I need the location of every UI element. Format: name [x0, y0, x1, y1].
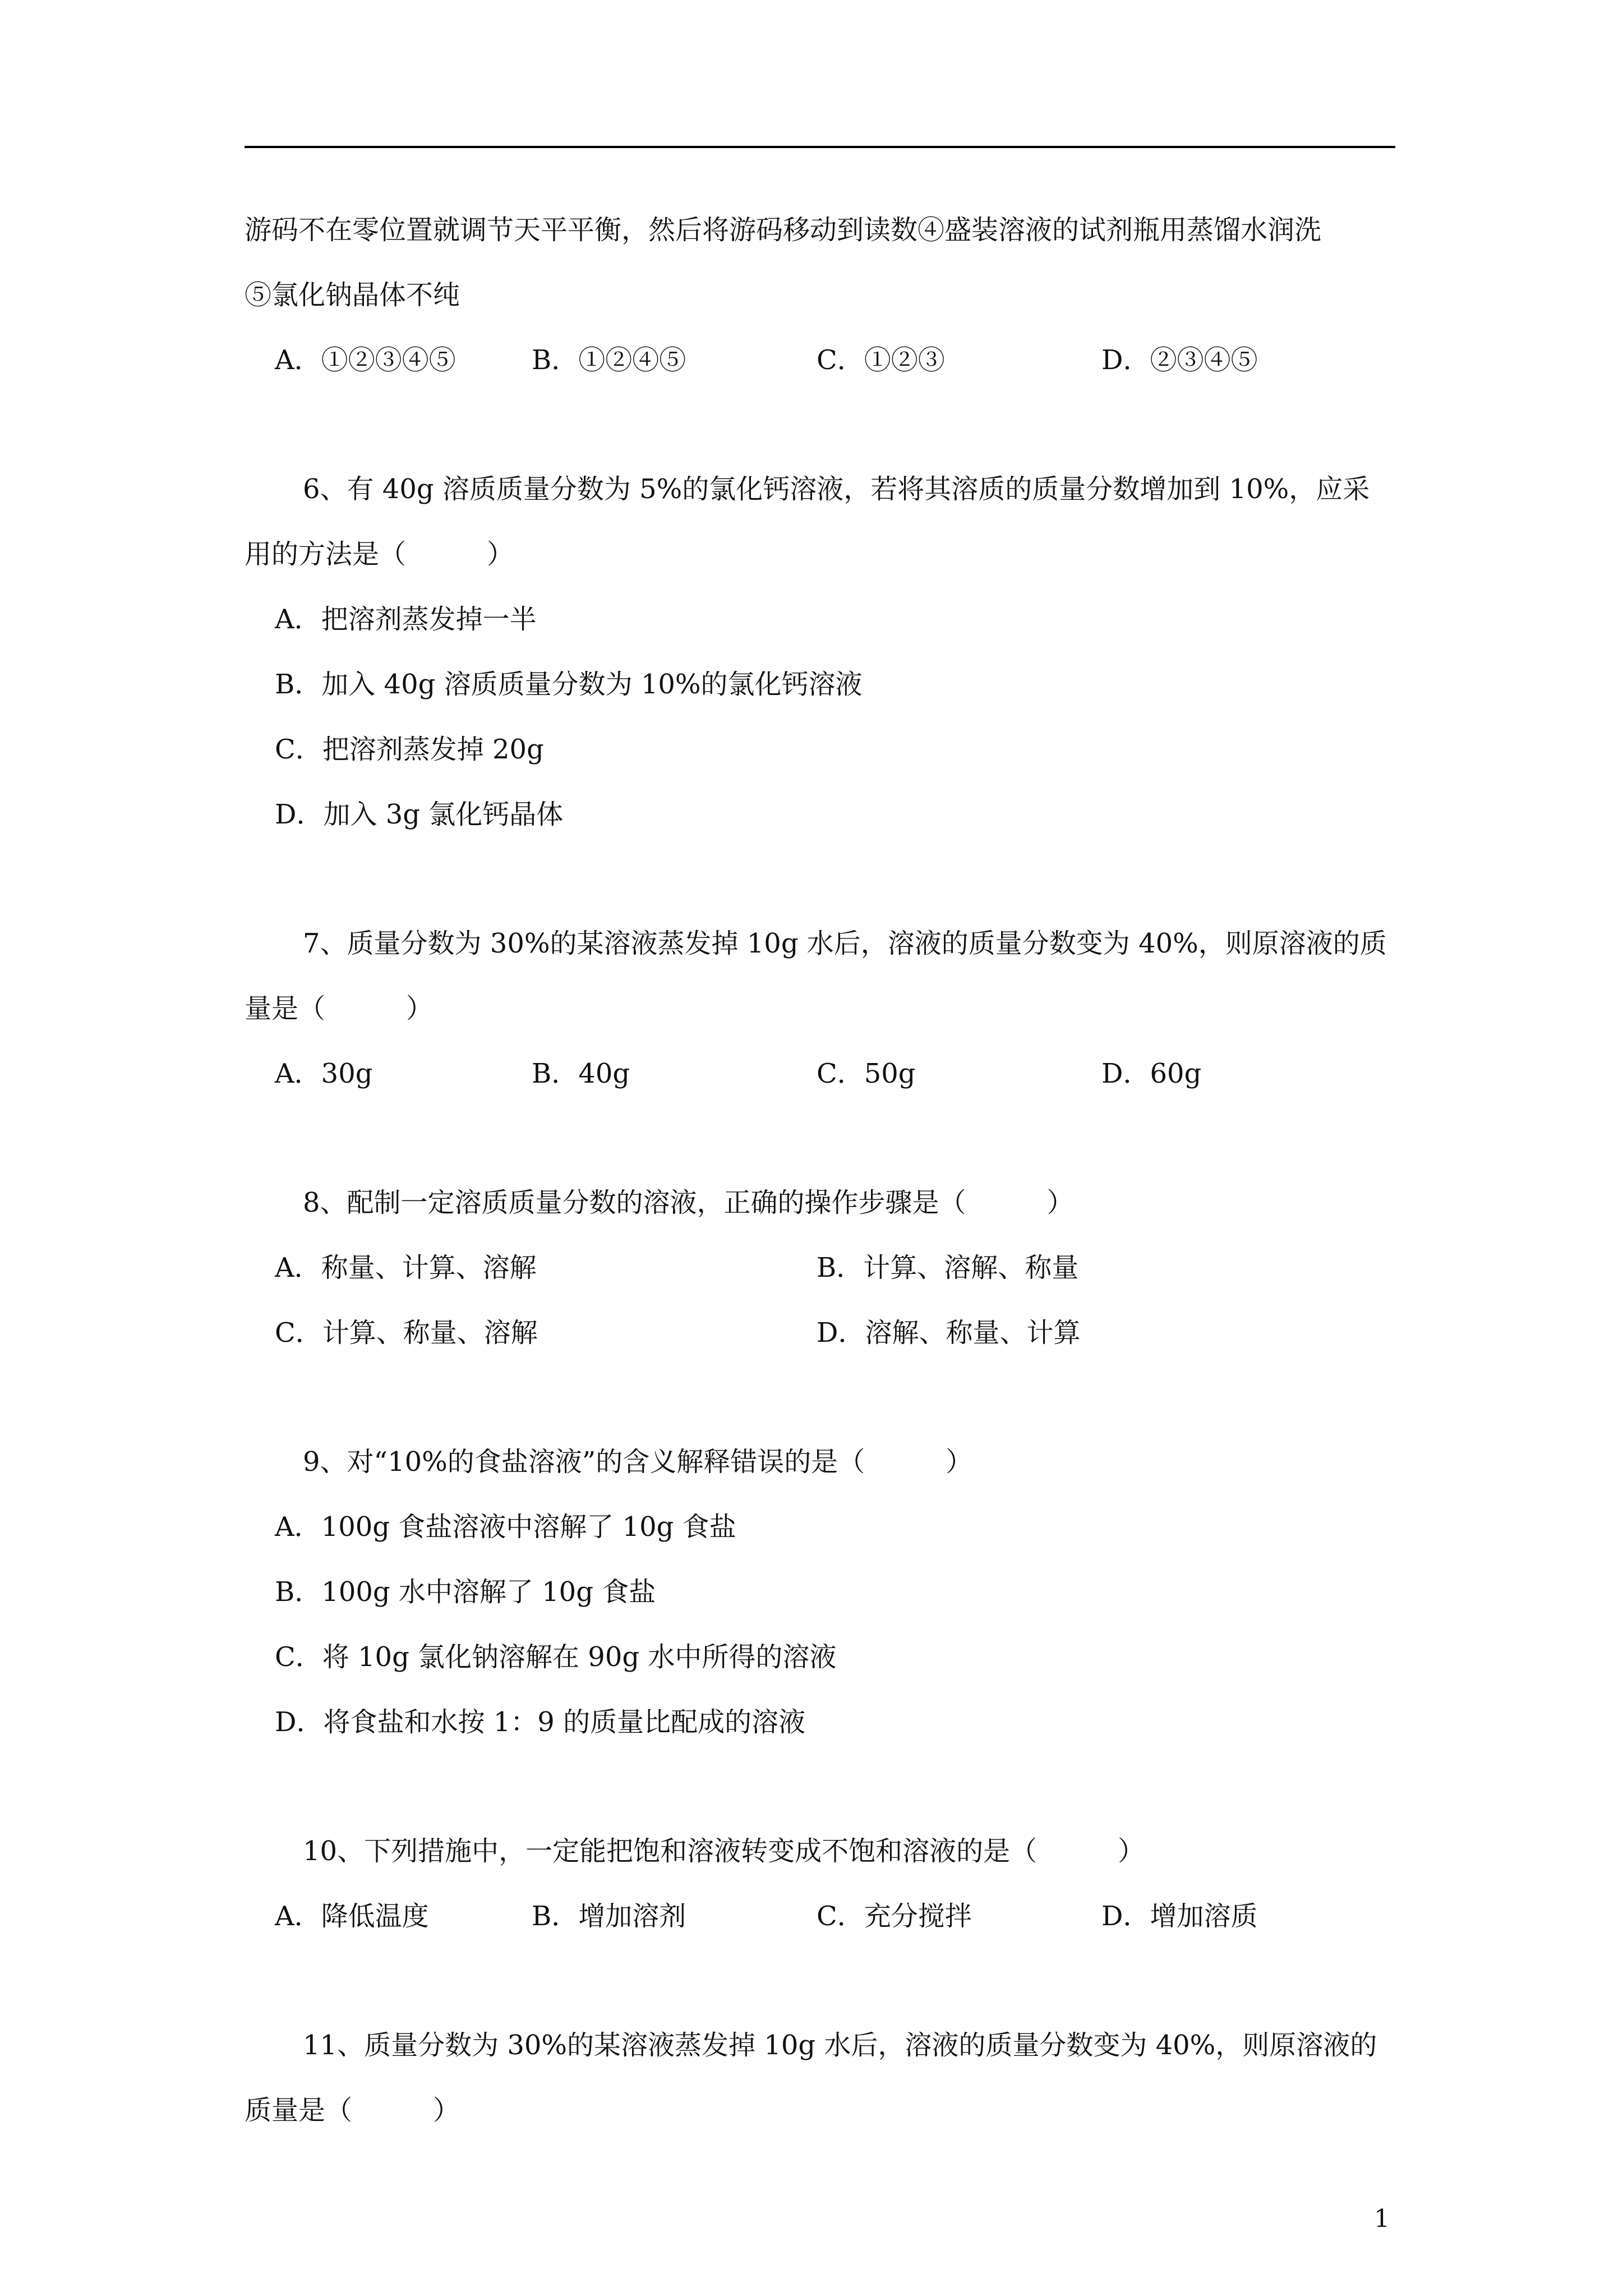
q7-option-a: A．30g: [275, 1058, 373, 1089]
q6-stem-line-1: 6、有 40g 溶质质量分数为 5%的氯化钙溶液，若将其溶质的质量分数增加到 10%，应采: [303, 473, 1370, 505]
page-number: 1: [1374, 2205, 1390, 2233]
q7-option-d: D．60g: [1101, 1058, 1202, 1089]
q5-option-b: B．①②④⑤: [532, 344, 686, 376]
q6-option-b: B．加入 40g 溶质质量分数为 10%的氯化钙溶液: [275, 669, 863, 700]
q5-option-d: D．②③④⑤: [1101, 344, 1258, 376]
q8-stem: 8、配制一定溶质质量分数的溶液，正确的操作步骤是（ ）: [303, 1187, 1074, 1218]
q8-option-b: B．计算、溶解、称量: [817, 1252, 1079, 1283]
q9-option-a: A．100g 食盐溶液中溶解了 10g 食盐: [275, 1511, 736, 1543]
q10-option-c: C．充分搅拌: [817, 1901, 972, 1932]
q7-option-c: C．50g: [817, 1058, 916, 1089]
q6-stem-line-2: 用的方法是（ ）: [245, 539, 514, 570]
q10-stem: 10、下列措施中，一定能把饱和溶液转变成不饱和溶液的是（ ）: [303, 1835, 1145, 1867]
q5-continuation-line-2: ⑤氯化钠晶体不纯: [245, 279, 460, 311]
q9-option-b: B．100g 水中溶解了 10g 食盐: [275, 1576, 656, 1608]
q6-option-a: A．把溶剂蒸发掉一半: [275, 604, 537, 635]
q7-stem-line-1: 7、质量分数为 30%的某溶液蒸发掉 10g 水后，溶液的质量分数变为 40%，则原溶液的质: [303, 928, 1387, 959]
q7-stem-line-2: 量是（ ）: [245, 993, 434, 1024]
q10-option-d: D．增加溶质: [1101, 1901, 1258, 1932]
q8-option-c: C．计算、称量、溶解: [275, 1317, 538, 1349]
q5-option-c: C．①②③: [817, 344, 945, 376]
q8-option-a: A．称量、计算、溶解: [275, 1252, 537, 1283]
q8-option-d: D．溶解、称量、计算: [817, 1317, 1081, 1349]
q7-option-b: B．40g: [532, 1058, 630, 1089]
q5-continuation-line-1: 游码不在零位置就调节天平平衡，然后将游码移动到读数④盛装溶液的试剂瓶用蒸馏水润洗: [245, 214, 1322, 246]
q9-option-c: C．将 10g 氯化钠溶解在 90g 水中所得的溶液: [275, 1641, 837, 1673]
q10-option-a: A．降低温度: [275, 1901, 429, 1932]
q6-option-d: D．加入 3g 氯化钙晶体: [275, 799, 564, 830]
q6-option-c: C．把溶剂蒸发掉 20g: [275, 734, 544, 765]
q10-option-b: B．增加溶剂: [532, 1901, 686, 1932]
q11-stem-line-1: 11、质量分数为 30%的某溶液蒸发掉 10g 水后，溶液的质量分数变为 40%，则原溶液的: [303, 2030, 1377, 2061]
q11-stem-line-2: 质量是（ ）: [245, 2095, 460, 2126]
q9-stem: 9、对“10%的食盐溶液”的含义解释错误的是（ ）: [303, 1446, 973, 1478]
q9-option-d: D．将食盐和水按 1：9 的质量比配成的溶液: [275, 1706, 806, 1738]
q5-option-a: A．①②③④⑤: [275, 344, 456, 376]
header-rule: [245, 146, 1395, 148]
